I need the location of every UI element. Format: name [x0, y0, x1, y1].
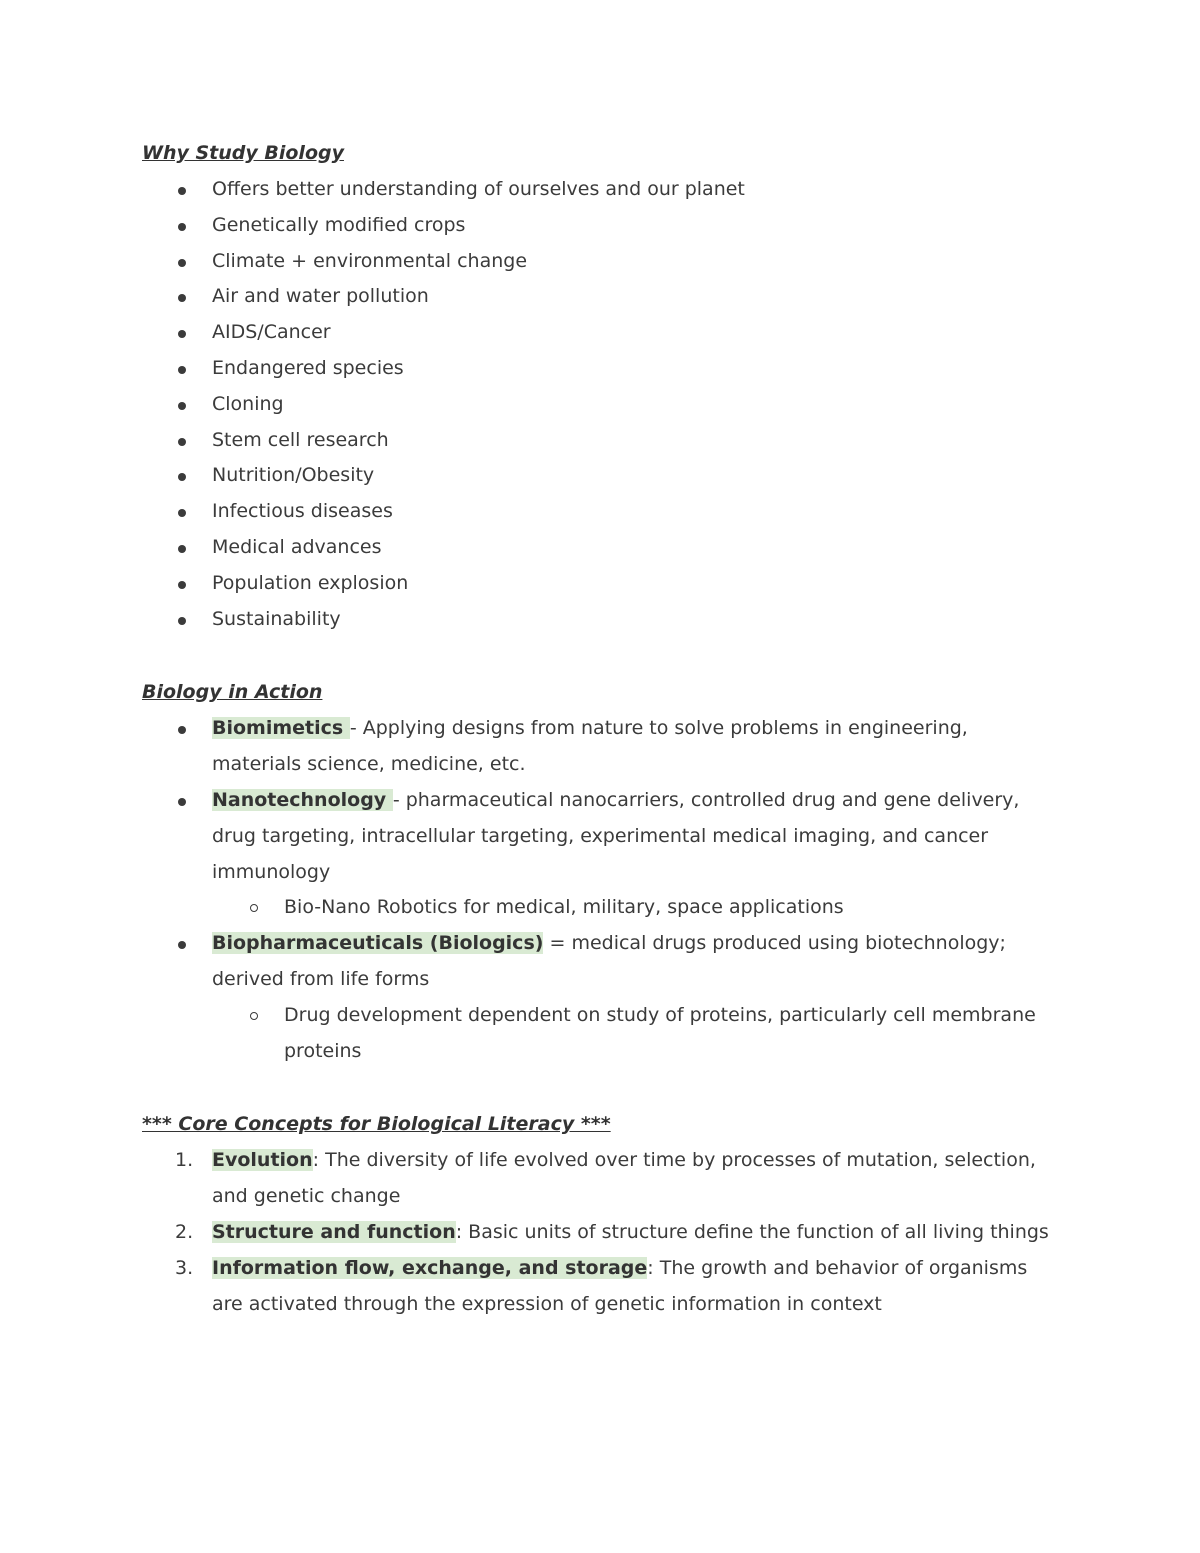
sub-list [212, 998, 1062, 1070]
item-number: 3. [175, 1256, 194, 1279]
core-concepts-list [142, 1143, 1062, 1322]
why-list [142, 172, 1062, 637]
list-item [142, 926, 1062, 1069]
list-item: Offers better understanding of ourselves and our planet [142, 172, 1062, 208]
list-item: Endangered species [142, 351, 1062, 387]
term-highlight: Information flow, exchange, and storage [212, 1256, 648, 1279]
numbered-item [142, 1143, 1062, 1215]
term-description: - pharmaceutical nanocarriers, controlled drug and gene delivery, drug targeting, intracellular targeting, experimental medical imaging, and cancer immunology [212, 788, 1020, 883]
why-study-biology-section [142, 138, 1062, 637]
section-heading: Why Study Biology [142, 142, 344, 164]
core-concepts-section [142, 1109, 1062, 1322]
list-item: AIDS/Cancer [142, 315, 1062, 351]
term-highlight: Evolution [212, 1149, 313, 1172]
sub-list-item: Drug development dependent on study of proteins, particularly cell membrane proteins [212, 998, 1062, 1070]
list-item [142, 711, 1062, 783]
list-item: Climate + environmental change [142, 244, 1062, 280]
numbered-item [142, 1215, 1062, 1251]
term-highlight: Biopharmaceuticals (Biologics) [212, 932, 544, 955]
biology-in-action-section [142, 677, 1062, 1069]
document-page [142, 138, 1062, 1362]
term-description: : Basic units of structure define the function of all living things [455, 1220, 1049, 1243]
sub-list-item: Bio-Nano Robotics for medical, military, space applications [212, 890, 1062, 926]
list-item: Medical advances [142, 530, 1062, 566]
list-item: Cloning [142, 387, 1062, 423]
term-highlight: Nanotechnology [212, 788, 393, 811]
list-item: Air and water pollution [142, 279, 1062, 315]
list-item: Genetically modified crops [142, 208, 1062, 244]
item-number: 1. [175, 1149, 194, 1172]
action-list [142, 711, 1062, 1069]
section-heading: *** Core Concepts for Biological Literacy *** [142, 1113, 611, 1136]
list-item: Infectious diseases [142, 494, 1062, 530]
section-heading: Biology in Action [142, 681, 323, 704]
term-description: : The diversity of life evolved over time by processes of mutation, selection, and genetic change [212, 1149, 1036, 1208]
sub-list [212, 890, 1062, 926]
list-item [142, 783, 1062, 926]
term-description: - Applying designs from nature to solve problems in engineering, materials science, medicine, etc. [212, 717, 968, 776]
numbered-item [142, 1251, 1062, 1323]
term-highlight: Structure and function [212, 1220, 456, 1243]
item-number: 2. [175, 1220, 194, 1243]
term-highlight: Biomimetics [212, 717, 350, 740]
list-item: Sustainability [142, 602, 1062, 638]
term-description: = medical drugs produced using biotechnology; derived from life forms [212, 932, 1006, 990]
list-item: Population explosion [142, 566, 1062, 602]
list-item: Stem cell research [142, 423, 1062, 459]
list-item: Nutrition/Obesity [142, 458, 1062, 494]
term-description: : The growth and behavior of organisms are activated through the expression of genetic information in context [212, 1256, 1028, 1315]
